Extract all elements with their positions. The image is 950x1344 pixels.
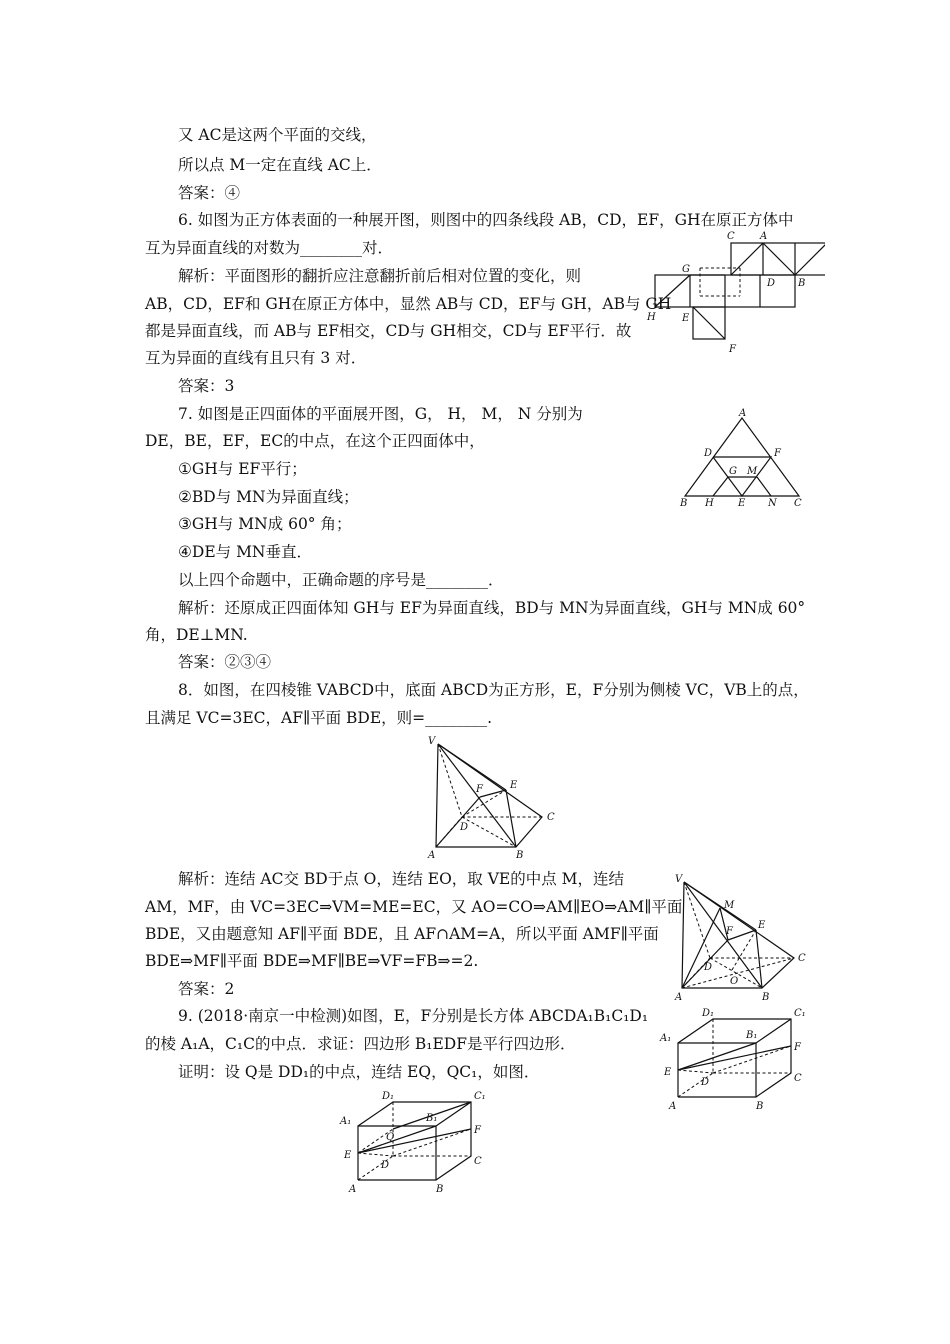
text-line: BDE⇒MF∥平面 BDE⇒MF∥BE⇒VF=FB⇒=2. bbox=[145, 952, 479, 970]
point-label: A bbox=[669, 1101, 677, 1112]
point-label: D bbox=[704, 962, 713, 973]
point-label: A₁ bbox=[660, 1033, 672, 1044]
point-label: A bbox=[739, 408, 747, 419]
point-label: F bbox=[476, 784, 483, 795]
box-figure bbox=[656, 1005, 814, 1115]
point-label: C₁ bbox=[794, 1008, 806, 1019]
text-line: 互为异面的直线有且只有 3 对． bbox=[145, 349, 367, 367]
text-line: AM，MF，由 VC=3EC⇒VM=ME=EC，又 AO=CO⇒AM∥EO⇒AM∥平面 bbox=[145, 898, 683, 916]
point-label: A bbox=[675, 992, 683, 1003]
point-label: Q bbox=[386, 1132, 395, 1143]
question-9: 9. (2018·南京一中检测)如图，E，F分别是长方体 ABCDA₁B₁C₁D₁ bbox=[178, 1007, 649, 1025]
point-label: E bbox=[344, 1150, 352, 1161]
point-label: C bbox=[474, 1156, 482, 1167]
tetra-net-figure bbox=[675, 408, 810, 508]
point-label: E bbox=[510, 780, 518, 791]
answer-8: 答案：2 bbox=[178, 980, 235, 998]
point-label: C₁ bbox=[474, 1091, 486, 1102]
point-label: F bbox=[474, 1125, 481, 1136]
point-label: A bbox=[760, 231, 768, 242]
text-line: 解析：还原成正四面体知 GH与 EF为异面直线，BD与 MN为异面直线，GH与 MN成 60° bbox=[178, 599, 806, 617]
point-label: B₁ bbox=[426, 1113, 438, 1124]
point-label: A bbox=[428, 850, 436, 861]
pyramid-solution-figure bbox=[672, 870, 812, 1005]
point-label: B bbox=[436, 1184, 444, 1195]
point-label: B bbox=[756, 1101, 764, 1112]
point-label: F bbox=[774, 448, 781, 459]
point-label: M bbox=[724, 900, 735, 911]
text-line: AB，CD，EF和 GH在原正方体中，显然 AB与 CD，EF与 GH，AB与 GH bbox=[145, 295, 672, 313]
point-label: B bbox=[516, 850, 524, 861]
point-label: E bbox=[682, 313, 690, 324]
point-label: M bbox=[747, 466, 758, 477]
point-label: F bbox=[729, 344, 736, 355]
pyramid-figure bbox=[420, 732, 565, 862]
point-label: G bbox=[682, 264, 690, 275]
point-label: O bbox=[730, 976, 739, 987]
question-7: 7. 如图是正四面体的平面展开图，G， H， M， N 分别为 bbox=[178, 405, 583, 423]
point-label: N bbox=[768, 498, 777, 508]
point-label: E bbox=[738, 498, 746, 508]
text-line: ②BD与 MN为异面直线； bbox=[178, 488, 359, 506]
point-label: F bbox=[726, 926, 733, 937]
point-label: C bbox=[547, 812, 555, 823]
point-label: B bbox=[762, 992, 770, 1003]
point-label: B bbox=[798, 278, 806, 289]
text-line: 所以点 M一定在直线 AC上． bbox=[178, 156, 382, 174]
point-label: E bbox=[758, 920, 766, 931]
text-line: 的棱 A₁A，C₁C的中点．求证：四边形 B₁EDF是平行四边形． bbox=[145, 1035, 576, 1053]
point-label: A₁ bbox=[340, 1116, 352, 1127]
point-label: E bbox=[664, 1067, 672, 1078]
text-line: 证明：设 Q是 DD₁的中点，连结 EQ，QC₁，如图． bbox=[178, 1063, 540, 1081]
text-line: 互为异面直线的对数为________对． bbox=[145, 239, 394, 257]
text-line: ①GH与 EF平行； bbox=[178, 460, 307, 478]
point-label: D bbox=[460, 822, 469, 833]
text-line: 以上四个命题中，正确命题的序号是________． bbox=[178, 571, 504, 589]
point-label: H bbox=[705, 498, 714, 508]
point-label: V bbox=[428, 736, 436, 747]
text-line: ③GH与 MN成 60° 角； bbox=[178, 515, 352, 533]
answer-6: 答案：3 bbox=[178, 377, 235, 395]
text-line: DE，BE，EF，EC的中点，在这个正四面体中， bbox=[145, 432, 485, 450]
point-label: D₁ bbox=[702, 1008, 715, 1019]
point-label: D bbox=[381, 1160, 390, 1171]
point-label: B bbox=[680, 498, 688, 508]
point-label: C bbox=[727, 231, 735, 242]
text-line: 都是异面直线，而 AB与 EF相交，CD与 GH相交，CD与 EF平行．故 bbox=[145, 322, 632, 340]
point-label: C bbox=[798, 953, 806, 964]
point-label: V bbox=[675, 874, 683, 885]
point-label: G bbox=[729, 466, 737, 477]
box-proof-figure bbox=[336, 1088, 494, 1200]
text-line: 解析：平面图形的翻折应注意翻折前后相对位置的变化，则 bbox=[178, 267, 582, 285]
point-label: F bbox=[794, 1042, 801, 1053]
answer-7: 答案：②③④ bbox=[178, 653, 272, 671]
point-label: A bbox=[349, 1184, 357, 1195]
point-label: B₁ bbox=[746, 1030, 758, 1041]
point-label: D₁ bbox=[382, 1091, 395, 1102]
text-line: 又 AC是这两个平面的交线， bbox=[178, 126, 377, 144]
point-label: D bbox=[701, 1077, 710, 1088]
cube-net-figure bbox=[645, 228, 825, 358]
point-label: D bbox=[767, 278, 776, 289]
text-line: ④DE与 MN垂直． bbox=[178, 543, 312, 561]
point-label: H bbox=[647, 312, 656, 323]
text-line: 且满足 VC=3EC，AF∥平面 BDE，则=________. bbox=[145, 709, 493, 727]
text-line: 解析：连结 AC交 BD于点 O，连结 EO，取 VE的中点 M，连结 bbox=[178, 870, 625, 888]
point-label: C bbox=[794, 1073, 802, 1084]
point-label: C bbox=[794, 498, 802, 508]
text-line: 答案：④ bbox=[178, 184, 241, 202]
question-8: 8．如图，在四棱锥 VABCD中，底面 ABCD为正方形，E，F分别为侧棱 VC，VB上的点， bbox=[178, 681, 809, 699]
text-line: 角，DE⊥MN. bbox=[145, 626, 248, 644]
text-line: BDE，又由题意知 AF∥平面 BDE，且 AF∩AM=A，所以平面 AMF∥平面 bbox=[145, 925, 659, 943]
question-6: 6. 如图为正方体表面的一种展开图，则图中的四条线段 AB，CD，EF，GH在原正方体中 bbox=[178, 211, 794, 229]
point-label: D bbox=[704, 448, 713, 459]
